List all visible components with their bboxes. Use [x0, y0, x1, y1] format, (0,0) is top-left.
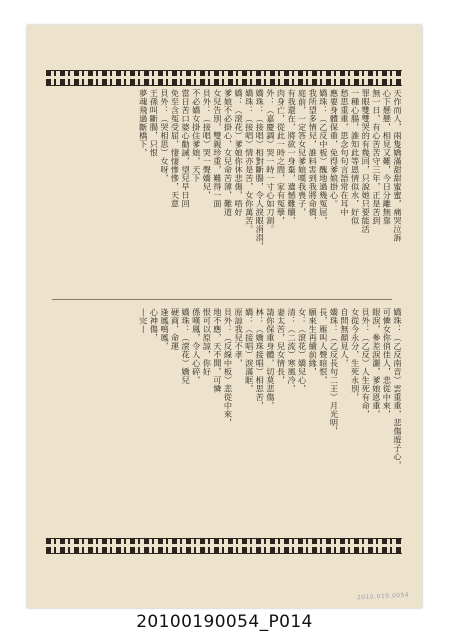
text-column: 貝外：（乙反）人生死有命， — [361, 308, 372, 419]
section-divider — [52, 299, 392, 300]
text-column: 王孫叫斷腸，只恨 — [149, 89, 160, 157]
image-caption: 20100190054_P014 — [136, 612, 313, 632]
text-column: 願來生再續前緣， — [308, 308, 319, 376]
text-column: 嬌珠：（接唱）情亦是苦，女你萬苦。 — [244, 89, 255, 234]
upper-text-block — [43, 89, 403, 297]
text-column: 有我還在，將欲一身棄，遺憾難贖， — [287, 89, 298, 225]
ornamental-border-bottom — [46, 538, 402, 554]
lower-text-block — [58, 308, 403, 528]
text-column: 肉身亡，從此一時之間，家有冤孽， — [276, 89, 287, 225]
text-column: 我所望多情兒，誰料害到我將命償， — [308, 89, 319, 225]
text-column: 女兒告別，雙親珍重，難得一面 — [212, 89, 223, 208]
text-column: 逢鳳鳴鳳， — [159, 308, 170, 351]
text-column: 原諒我兒不孝， — [234, 308, 245, 368]
text-column: 外：（嘉慶調）哭一時一寸心如刀割。 — [265, 89, 276, 234]
text-column: 嬌：（滾花）爹娘你休悲傷，唔好 — [234, 89, 245, 217]
text-column: 清：（二流）寒風冷， — [287, 308, 298, 393]
text-column: 心神傷， — [149, 308, 160, 342]
text-column: 女從今永分，生死永別， — [350, 308, 361, 402]
text-column: 女：（滾花）嬌兒心， — [297, 308, 308, 393]
text-column: 地不應，天不聞，可憐 — [212, 308, 223, 393]
text-column: 爹娘不必掛心，女兒命苦薄，難道 — [223, 89, 234, 217]
text-column: 請你保重身體，切莫悲傷， — [265, 308, 276, 410]
text-column: 貝外：（接唱）哭一聲嬌兒， — [202, 89, 213, 200]
text-column: 一種心腸，誰知此等恩情似水，好似 — [350, 89, 361, 225]
text-column: 嬌珠：（乙反長句二王）月光明， — [329, 308, 340, 436]
text-column: 係嘆鳳，令人心碎， — [191, 308, 202, 385]
text-column: 夢魂飛過斷橋下， — [138, 89, 149, 157]
text-column: 眼淚，參差淚灑，爹娘恩重， — [371, 308, 382, 419]
text-column: 免至含冤受屈，悽悽慘慘，天意 — [170, 89, 181, 208]
document-page — [27, 25, 422, 608]
text-column: 貝外：（反線中板）悲從中來， — [223, 308, 234, 427]
text-column: 自問無顏見人， — [340, 308, 351, 368]
text-column: 嬌珠：（接唱）相對斷腸，令人淚眼涓涓， — [255, 89, 266, 251]
text-column: 嬌珠：（乙反南音）雲重重，悲傷遊子心， — [393, 308, 403, 470]
text-column: 妻太苦，兒女情長， — [276, 308, 287, 385]
text-column: 可憐女你俏佳人，悲從中來， — [382, 308, 393, 419]
text-column: 愁思重重，思念句句言語常在耳中 — [340, 89, 351, 217]
text-column: —完— — [138, 308, 149, 334]
text-column: 天作而人，兩隻嬌滿甜甜蜜蜜，痛哭泣訴 — [393, 89, 403, 242]
text-column: 無一日，有心苦苦守三年，正是苦到 — [371, 89, 382, 225]
text-column: 貝外：（哭相思）女呀， — [159, 89, 170, 183]
text-column: 嬌珠：（滾花）嬌兒 — [181, 308, 192, 385]
text-column: 硬商，命運 — [170, 308, 181, 351]
archive-stamp: 2010.019.0054 — [356, 591, 410, 602]
text-column: 嬌珠：（乙反中板）醜地過幾冤屈， — [318, 89, 329, 225]
text-column: 不必嬌女掛住爹娘，天下 — [191, 89, 202, 183]
text-column: 罪眼雙雙哭的有幾回，只說她只要能活 — [361, 89, 372, 234]
text-column: 恨可以原諒，你好 — [202, 308, 213, 376]
text-column: 心下懸懸，相見又難，今日分離無靠 — [382, 89, 393, 225]
text-column: 應要身體保重，免得爹娘掛心。 — [329, 89, 340, 208]
ornamental-border-top — [46, 70, 402, 86]
text-column: 長，雁叫人聲暗恨， — [318, 308, 329, 385]
text-column: 當日苦口婆心勸誡，望兒早日回 — [181, 89, 192, 208]
text-column: 林：（嬌珠接唱）相思苦， — [255, 308, 266, 410]
text-column: 嬌：（接唱）淚滿眶， — [244, 308, 255, 393]
text-column: 庭前，一定答女兒爹娘嘆我喪子， — [297, 89, 308, 217]
